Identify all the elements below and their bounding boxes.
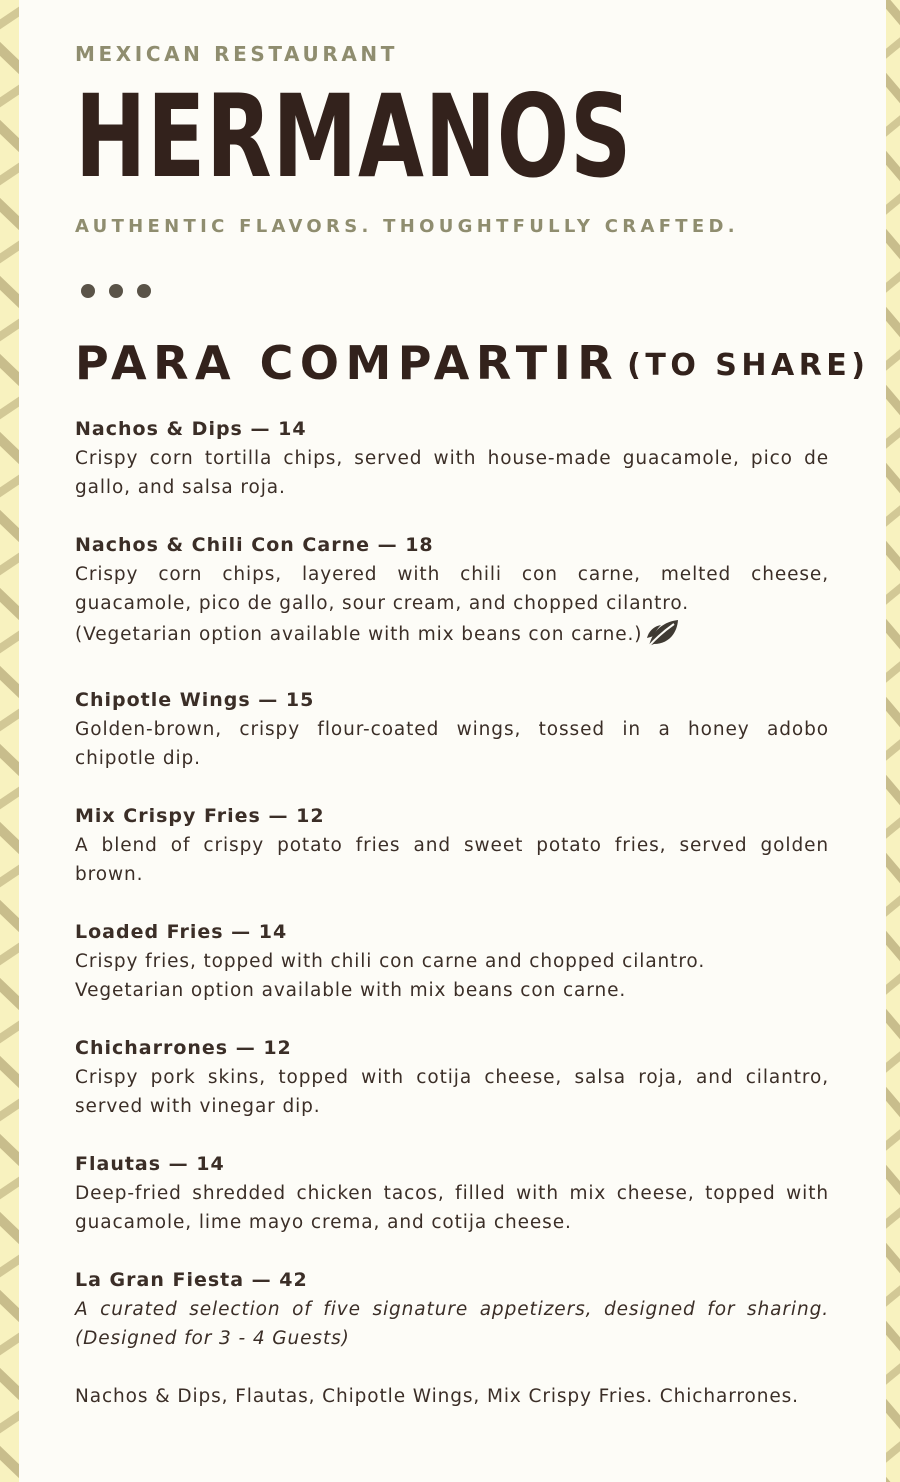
- pattern-stripe: [886, 814, 900, 842]
- pattern-stripe: [886, 346, 900, 374]
- pattern-stripe: [0, 818, 19, 858]
- item-note-text: (Vegetarian option available with mix beans con carne.): [75, 624, 643, 645]
- menu-item: [75, 1266, 829, 1411]
- leaf-icon: [646, 618, 680, 657]
- pattern-stripe: [0, 194, 19, 234]
- tagline: AUTHENTIC FLAVORS. THOUGHTFULLY CRAFTED.: [75, 216, 739, 237]
- pattern-stripe: [886, 1004, 900, 1044]
- pattern-stripe: [886, 614, 900, 654]
- section-title: PARA COMPARTIR: [75, 336, 620, 390]
- pattern-stripe: [0, 1330, 19, 1358]
- item-includes: Nachos & Dips, Flautas, Chipotle Wings, Mix Crispy Fries. Chicharrones.: [75, 1386, 799, 1407]
- menu-item: [75, 1034, 829, 1121]
- pattern-stripe: [0, 4, 19, 32]
- item-name: Chicharrones — 12: [75, 1037, 292, 1059]
- menu-item: [75, 531, 829, 657]
- restaurant-type: MEXICAN RESTAURANT: [75, 42, 399, 66]
- item-description: A curated selection of five signature appetizers, designed for sharing. (Designed for 3 - 4 Guests): [75, 1299, 829, 1349]
- item-name: Loaded Fries — 14: [75, 921, 288, 943]
- item-name: Flautas — 14: [75, 1153, 225, 1175]
- pattern-stripe: [0, 1174, 19, 1202]
- item-note: Vegetarian option available with mix beans con carne.: [75, 980, 627, 1001]
- pattern-stripe: [0, 1130, 19, 1170]
- pattern-stripe: [0, 238, 19, 266]
- item-name: Chipotle Wings — 15: [75, 689, 315, 711]
- pattern-stripe: [886, 0, 900, 30]
- pattern-stripe: [886, 1238, 900, 1278]
- pattern-stripe: [0, 550, 19, 578]
- pattern-stripe: [886, 1160, 900, 1200]
- menu-item: [75, 1150, 829, 1237]
- pattern-stripe: [886, 268, 900, 296]
- pattern-stripe: [886, 68, 900, 108]
- pattern-stripe: [0, 662, 19, 702]
- item-name: Nachos & Chili Con Carne — 18: [75, 534, 434, 556]
- pattern-stripe: [886, 380, 900, 420]
- menu-panel: [19, 0, 886, 1482]
- pattern-stripe: [886, 1048, 900, 1076]
- item-description: A blend of crispy potato fries and sweet potato fries, served golden brown.: [75, 835, 829, 885]
- dot: [137, 284, 151, 298]
- pattern-stripe: [0, 428, 19, 468]
- pattern-stripe: [886, 1126, 900, 1154]
- item-note: [75, 618, 829, 657]
- item-description: Crispy corn chips, layered with chili con carne, melted cheese, guacamole, pico de gallo, sour cream, and chopped cilantro.: [75, 564, 829, 614]
- item-description: Crispy fries, topped with chili con carne and chopped cilantro.: [75, 951, 706, 972]
- pattern-stripe: [886, 1394, 900, 1434]
- item-name: Mix Crispy Fries — 12: [75, 805, 325, 827]
- menu-item: [75, 686, 829, 773]
- pattern-stripe: [0, 628, 19, 656]
- pattern-stripe: [0, 316, 19, 344]
- pattern-stripe: [886, 1282, 900, 1310]
- pattern-stripe: [886, 1360, 900, 1388]
- pattern-stripe: [886, 736, 900, 764]
- pattern-stripe: [886, 458, 900, 498]
- pattern-stripe: [886, 1438, 900, 1466]
- pattern-stripe: [0, 1364, 19, 1404]
- pattern-stripe: [0, 940, 19, 968]
- restaurant-name: HERMANOS: [75, 70, 633, 203]
- item-description: Deep-fried shredded chicken tacos, filled with mix cheese, topped with guacamole, lime mayo crema, and cotija cheese.: [75, 1183, 829, 1233]
- pattern-stripe: [0, 974, 19, 1014]
- right-pattern-border: [886, 0, 900, 1482]
- pattern-stripe: [886, 536, 900, 576]
- pattern-stripe: [886, 1472, 900, 1482]
- pattern-stripe: [0, 472, 19, 500]
- pattern-stripe: [0, 1442, 19, 1482]
- pattern-stripe: [886, 34, 900, 62]
- spacer: [75, 1353, 829, 1382]
- pattern-stripe: [886, 580, 900, 608]
- pattern-stripe: [0, 706, 19, 734]
- pattern-stripe: [886, 302, 900, 342]
- pattern-stripe: [0, 116, 19, 156]
- pattern-stripe: [886, 146, 900, 186]
- menu-items: [75, 415, 829, 1440]
- pattern-stripe: [0, 38, 19, 78]
- item-description: Golden-brown, crispy flour-coated wings, tossed in a honey adobo chipotle dip.: [75, 719, 829, 769]
- pattern-stripe: [886, 770, 900, 810]
- pattern-stripe: [0, 350, 19, 390]
- pattern-stripe: [886, 1204, 900, 1232]
- pattern-stripe: [0, 740, 19, 780]
- pattern-stripe: [0, 584, 19, 624]
- pattern-stripe: [0, 506, 19, 546]
- pattern-stripe: [886, 112, 900, 140]
- pattern-stripe: [886, 848, 900, 888]
- dot: [109, 284, 123, 298]
- pattern-stripe: [0, 1096, 19, 1124]
- menu-item: [75, 802, 829, 889]
- pattern-stripe: [0, 82, 19, 110]
- menu-item: [75, 415, 829, 502]
- pattern-stripe: [886, 190, 900, 218]
- item-name: Nachos & Dips — 14: [75, 418, 307, 440]
- pattern-stripe: [0, 1208, 19, 1248]
- dots-divider: [81, 284, 151, 298]
- section-heading: [75, 336, 870, 390]
- pattern-stripe: [886, 224, 900, 264]
- item-description: Crispy corn tortilla chips, served with house-made guacamole, pico de gallo, and salsa roja.: [75, 448, 829, 498]
- pattern-stripe: [0, 784, 19, 812]
- pattern-stripe: [0, 896, 19, 936]
- pattern-stripe: [886, 1082, 900, 1122]
- pattern-stripe: [886, 502, 900, 530]
- pattern-stripe: [0, 394, 19, 422]
- pattern-stripe: [886, 424, 900, 452]
- pattern-stripe: [0, 1018, 19, 1046]
- item-name: La Gran Fiesta — 42: [75, 1269, 308, 1291]
- pattern-stripe: [886, 1316, 900, 1356]
- pattern-stripe: [886, 692, 900, 732]
- pattern-stripe: [0, 1286, 19, 1326]
- dot: [81, 284, 95, 298]
- pattern-stripe: [0, 1252, 19, 1280]
- item-description: Crispy pork skins, topped with cotija cheese, salsa roja, and cilantro, served with vinegar dip.: [75, 1067, 829, 1117]
- pattern-stripe: [0, 1408, 19, 1436]
- section-subtitle: (TO SHARE): [627, 348, 870, 383]
- pattern-stripe: [886, 926, 900, 966]
- pattern-stripe: [886, 970, 900, 998]
- pattern-stripe: [0, 160, 19, 188]
- pattern-stripe: [0, 862, 19, 890]
- pattern-stripe: [0, 1052, 19, 1092]
- left-pattern-border: [0, 0, 19, 1482]
- menu-item: [75, 918, 829, 1005]
- pattern-stripe: [886, 892, 900, 920]
- pattern-stripe: [0, 272, 19, 312]
- pattern-stripe: [886, 658, 900, 686]
